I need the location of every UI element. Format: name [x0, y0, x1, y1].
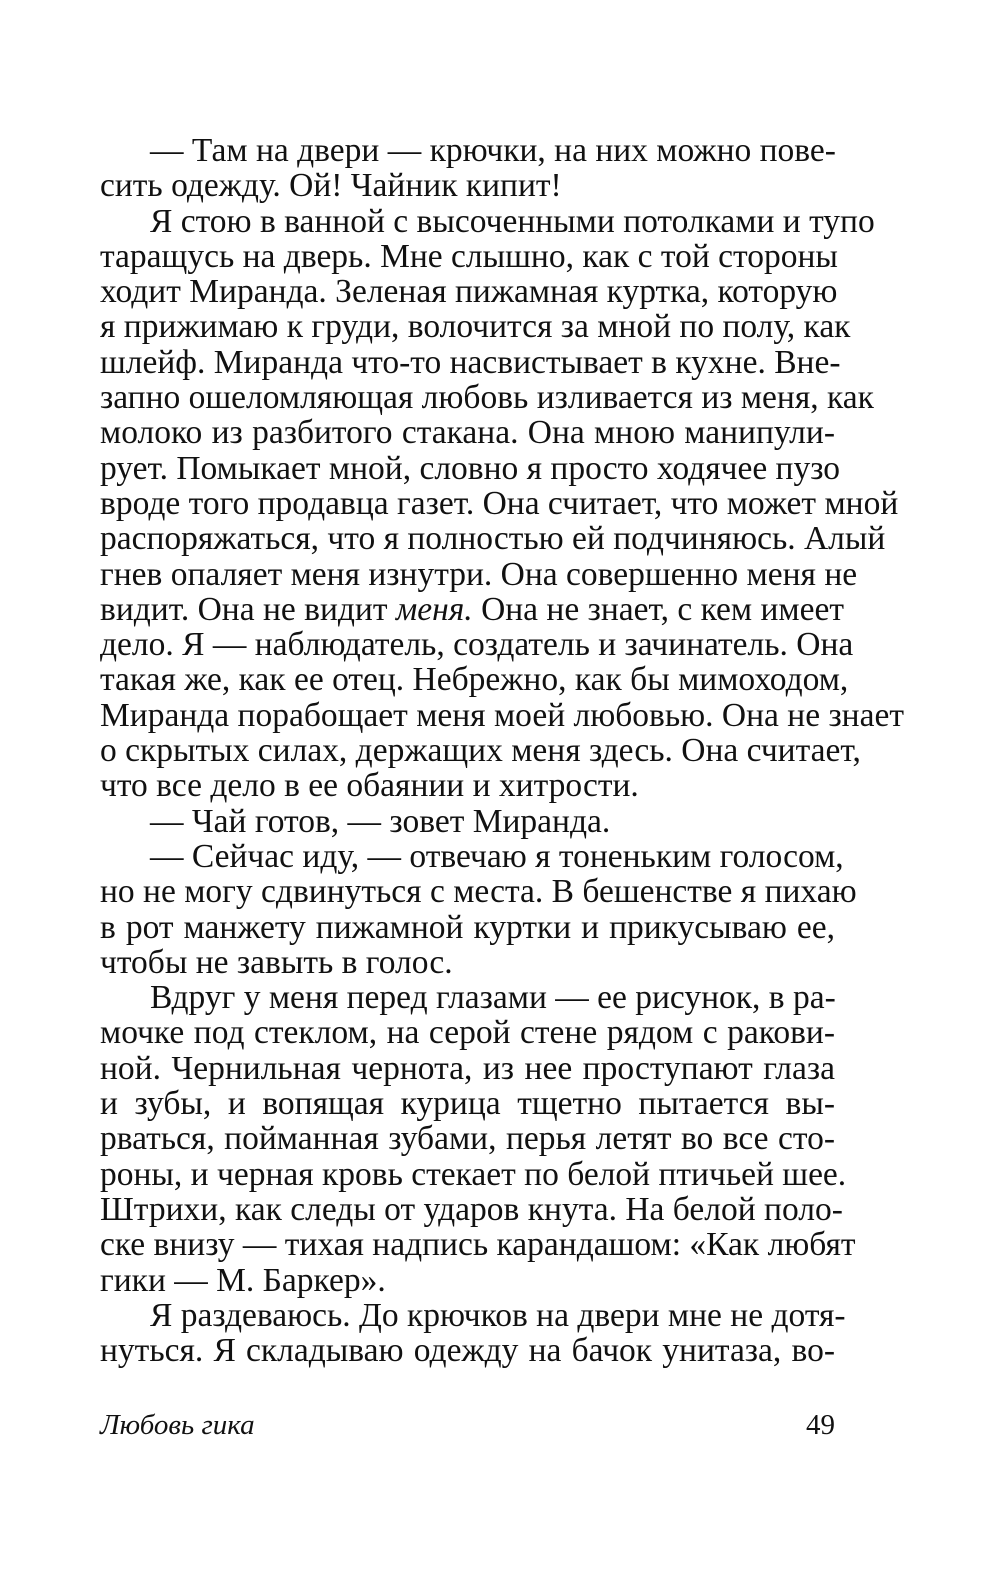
running-title: Любовь гика — [100, 1409, 255, 1441]
text-line: Штрихи, как следы от ударов кнута. На белой поло- — [100, 1190, 843, 1228]
text-line: нуться. Я складываю одежду на бачок унитаза, во- — [100, 1332, 835, 1370]
text-line: сить одежду. Ой! Чайник кипит! — [100, 167, 562, 205]
text-line: — Там на двери — крючки, на них можно пове- — [150, 132, 836, 169]
text-line: ске внизу — тихая надпись карандашом: «Как любят — [100, 1226, 856, 1264]
text-line: я прижимаю к груди, волочится за мной по полу, как — [100, 308, 851, 346]
text-line: ной. Чернильная чернота, из нее проступают глаза — [100, 1049, 835, 1087]
text-line: — Чай готов, — зовет Миранда. — [150, 802, 611, 840]
text-line: что все дело в ее обаянии и хитрости. — [100, 767, 639, 805]
emphasized-word: меня. — [395, 590, 473, 628]
page-footer — [100, 1405, 835, 1445]
text-line-part: видит. Она не видит — [100, 590, 388, 628]
text-line: в рот манжету пижамной куртки и прикусываю ее, — [100, 908, 835, 946]
text-line: Вдруг у меня перед глазами — ее рисунок, в ра- — [150, 979, 836, 1017]
text-line: распоряжаться, что я полностью ей подчиняюсь. Алый — [100, 520, 886, 558]
text-line: запно ошеломляющая любовь изливается из меня, как — [100, 379, 874, 417]
text-line: шлейф. Миранда что-то насвистывает в кухне. Вне- — [100, 343, 841, 381]
text-line: молоко из разбитого стакана. Она мною манипули- — [100, 414, 835, 452]
page-number: 49 — [806, 1409, 835, 1441]
text-line: чтобы не завыть в голос. — [100, 943, 453, 981]
text-line: гики — М. Баркер». — [100, 1261, 386, 1299]
text-line: гнев опаляет меня изнутри. Она совершенно меня не — [100, 555, 858, 593]
text-line: роны, и черная кровь стекает по белой птичьей шее. — [100, 1155, 847, 1193]
text-line: ходит Миранда. Зеленая пижамная куртка, которую — [100, 273, 838, 311]
text-line: дело. Я — наблюдатель, создатель и зачинатель. Она — [100, 626, 854, 664]
text-line: Миранда порабощает меня моей любовью. Она не знает — [100, 696, 904, 734]
text-line: Я стою в ванной с высоченными потолками и тупо — [150, 202, 875, 240]
text-line: о скрытых силах, держащих меня здесь. Она считает, — [100, 732, 861, 770]
text-line: таращусь на дверь. Мне слышно, как с той стороны — [100, 237, 838, 275]
text-line: рваться, пойманная зубами, перья летят во все сто- — [100, 1120, 835, 1158]
text-line: и зубы, и вопящая курица тщетно пытается вы- — [100, 1085, 835, 1123]
text-line: рует. Помыкает мной, словно я просто ходячее пузо — [100, 449, 841, 487]
text-line: Я раздеваюсь. До крючков на двери мне не дотя- — [150, 1296, 846, 1334]
text-line: вроде того продавца газет. Она считает, что может мной — [100, 484, 899, 522]
body-text — [100, 132, 904, 1370]
text-line: мочке под стеклом, на серой стене рядом с ракови- — [100, 1014, 835, 1052]
text-line — [100, 590, 845, 628]
text-line-part: Она не знает, с кем имеет — [481, 590, 845, 628]
text-line: — Сейчас иду, — отвечаю я тоненьким голосом, — [150, 837, 844, 875]
text-line: такая же, как ее отец. Небрежно, как бы мимоходом, — [100, 661, 849, 699]
text-line: но не могу сдвинуться с места. В бешенстве я пихаю — [100, 873, 857, 911]
